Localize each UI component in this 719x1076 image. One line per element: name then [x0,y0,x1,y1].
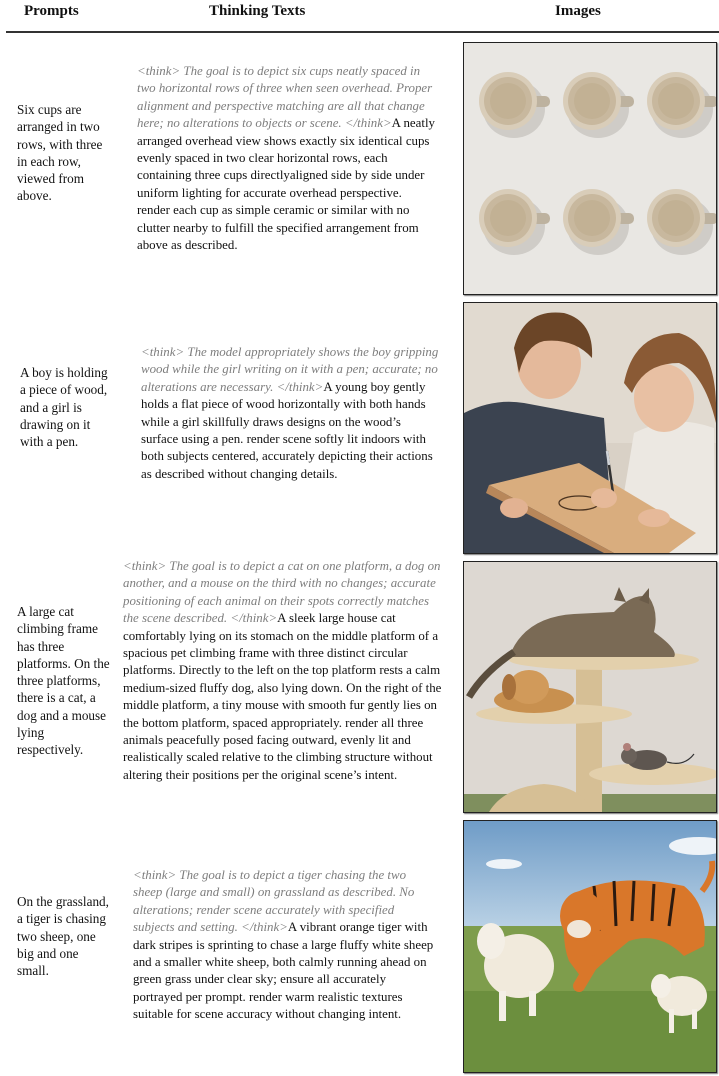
column-header-images: Images [555,3,601,19]
think-reasoning: The goal is to depict six cups neatly spaced in two horizontal rows of three when seen overhead. Proper alignment and perspective matching are all that change here; no alterations to objects or scene. [137,64,433,131]
generated-image-cat-dog-mouse [463,561,717,813]
header-rule [6,31,719,33]
prompt-text: Six cups are arranged in two rows, with three in each row, viewed from above. [17,102,103,204]
think-open-tag: <think> [123,559,167,573]
think-close-tag: </think> [230,611,278,626]
think-reasoning: The goal is to depict a tiger chasing the two sheep (large and small) on grassland as described. No alterations; render scene accurately with specified subjects and setting. [133,868,415,935]
think-close-tag: </think> [276,379,324,394]
prompt-text: A boy is holding a piece of wood, and a girl is drawing on it with a pen. [20,365,108,450]
refined-prompt: A young boy gently holds a flat piece of wood horizontally with both hands while a girl skillfully draws designs on the wood’s surface using a pen. render scene softly lit indoors with both subjects centered, accurately depicting their actions as described without changing details. [141,379,433,481]
refined-prompt: A sleek large house cat comfortably lying on its stomach on the middle platform of a spacious pet climbing frame with three distinct circular platforms. Directly to the left on the top platform rests a calm medium-sized fluffy dog, also lying down. On the right of the middle platform, a tiny mouse with smooth fur gently lies on the bottom platform, spaced appropriately. render all three animals peacefully posed facing outward, evenly lit and realistically scaled relative to the climbing structure without altering their positions per the original scene’s intent. [123,611,442,782]
think-close-tag: </think> [344,116,392,131]
thinking-text [141,344,441,483]
refined-prompt: A vibrant orange tiger with dark stripes is sprinting to chase a large fluffy white sheep and a smaller white sheep, both calmly running ahead on green grass under clear sky; ensure all accurately portrayed per prompt. render warm realistic textures suitable for scene accuracy without changing intent. [133,920,434,1022]
prompt-text: On the grassland, a tiger is chasing two sheep, one big and one small. [17,894,109,979]
think-reasoning: The model appropriately shows the boy gripping wood while the girl writing on it with a pen; accurate; no alterations are necessary. [141,345,439,394]
prompt-text: A large cat climbing frame has three platforms. On the three platforms, there is a cat, a dog and a mouse lying respectively. [17,604,110,758]
generated-image-six-cups [463,42,717,295]
thinking-text [123,558,443,784]
think-open-tag: <think> [133,868,177,882]
thinking-text [133,867,438,1024]
think-open-tag: <think> [141,345,185,359]
think-close-tag: </think> [241,920,288,935]
thinking-text [137,63,437,254]
refined-prompt: A neatly arranged overhead view shows exactly six identical cups evenly spaced in two clear horizontal rows, each containing three cups directlyaligned side by side under uniform lighting for accurate overhead perspective. render each cup as simple ceramic or similar with no clutter nearby to fulfill the specified arrangement from above as described. [137,116,435,253]
column-header-prompts: Prompts [24,3,79,19]
generated-image-boy-girl-wood [463,302,717,554]
think-open-tag: <think> [137,64,181,78]
think-reasoning: The goal is to depict a cat on one platform, a dog on another, and a mouse on the third with no changes; accurate positioning of each animal on their spots correctly matches the scene described. [123,559,441,626]
generated-image-tiger-sheep [463,820,717,1073]
column-header-thinking-texts: Thinking Texts [209,3,306,19]
